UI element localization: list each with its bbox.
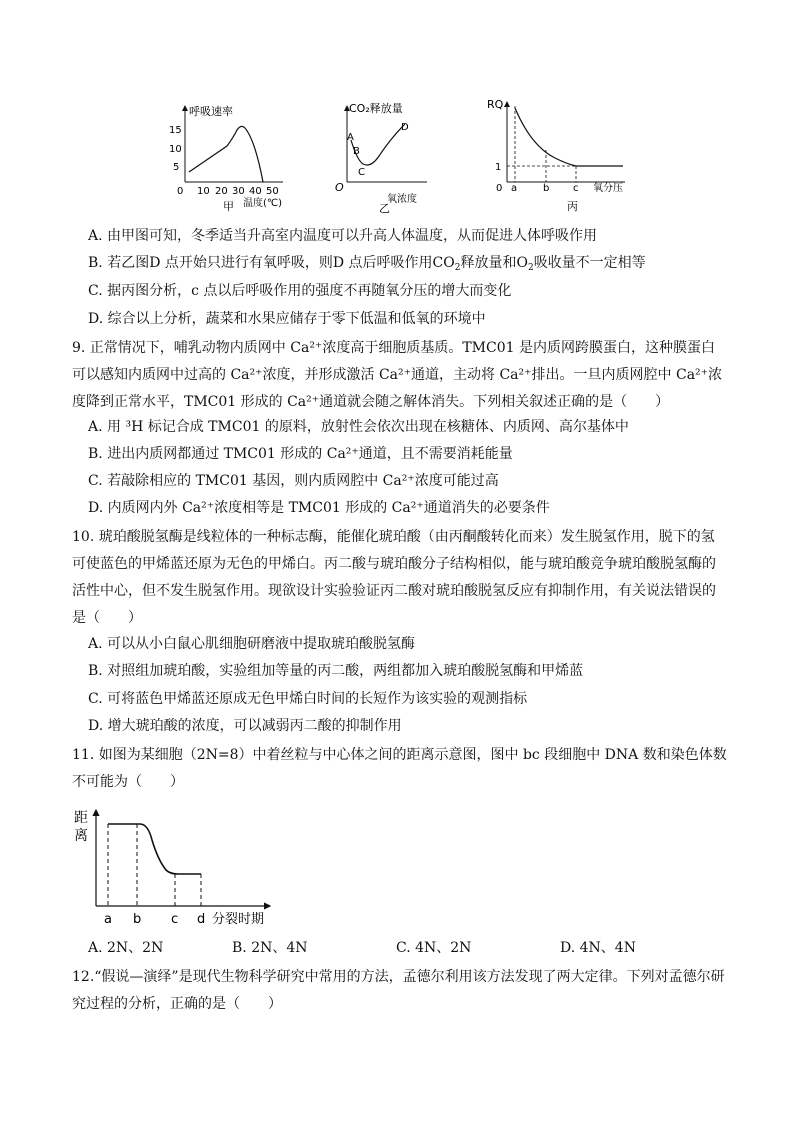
figure-jia [169, 104, 283, 213]
yi-caption: 乙 [379, 202, 390, 215]
jia-xtick-0: 0 [177, 186, 184, 197]
yi-point-D: D [401, 122, 409, 133]
bing-xtick-b: b [543, 183, 550, 194]
q8-option-b-part3: 吸收量不一定相等 [533, 255, 646, 271]
q8-option-c: C. 据丙图分析，c 点以后呼吸作用的强度不再随氧分压的增大而变化 [88, 283, 512, 299]
q11-xtick-a: a [104, 912, 112, 927]
yi-point-C: C [358, 167, 365, 178]
q10-option-c: C. 可将蓝色甲烯蓝还原成无色甲烯白时间的长短作为该实验的观测指标 [88, 691, 528, 707]
jia-xtick-10: 10 [197, 186, 210, 197]
q10-option-a: A. 可以从小白鼠心肌细胞研磨液中提取琥珀酸脱氢酶 [88, 636, 416, 652]
yi-point-B: B [353, 146, 360, 157]
q8-option-a: A. 由甲图可知，冬季适当升高室内温度可以升高人体温度，从而促进人体呼吸作用 [88, 228, 598, 244]
yi-origin: O [335, 181, 344, 194]
q11-xtick-d: d [197, 912, 206, 927]
figure-yi [335, 102, 427, 215]
respiration-figures [165, 98, 635, 218]
q11-ylabel-2: 离 [74, 828, 88, 844]
q10-option-d: D. 增大琥珀酸的浓度，可以减弱丙二酸的抑制作用 [88, 718, 402, 734]
q8-option-b: B. 若乙图D 点开始只进行有氧呼吸，则D 点后呼吸作用$CO_2$释放量和$O_2$吸收量不一定相等 [88, 255, 646, 273]
jia-xlabel: 温度(℃) [243, 198, 283, 209]
jia-ylabel: 呼吸速率 [189, 105, 233, 118]
bing-ytick-1: 1 [495, 162, 502, 173]
q9-option-a: A. 用 ³H 标记合成 TMC01 的原料，放射性会依次出现在核糖体、内质网、高尔基体中 [88, 419, 629, 435]
yi-xlabel: 氧浓度 [387, 194, 417, 205]
q11-distance-chart [70, 806, 280, 930]
jia-xtick-30: 30 [232, 186, 245, 197]
q11-xtick-b: b [133, 912, 142, 927]
jia-ytick-15: 15 [169, 125, 182, 136]
bing-caption: 丙 [567, 200, 578, 213]
jia-xtick-40: 40 [249, 186, 262, 197]
yi-ylabel: CO₂释放量 [349, 102, 403, 115]
q8-option-b-part2: 释放量和O [460, 255, 528, 271]
jia-xtick-20: 20 [215, 186, 228, 197]
q9-option-d: D. 内质网内外 Ca²⁺浓度相等是 TMC01 形成的 Ca²⁺通道消失的必要条件 [88, 500, 550, 516]
q11-option-b: B. 2N、4N [232, 940, 308, 956]
q11-option-a: A. 2N、2N [88, 940, 164, 956]
bing-xtick-c: c [573, 183, 579, 194]
yi-point-A: A [347, 132, 354, 143]
q10-option-b: B. 对照组加琥珀酸，实验组加等量的丙二酸，两组都加入琥珀酸脱氢酶和甲烯蓝 [88, 663, 584, 679]
q12-stem: 12.“假说—演绎”是现代生物科学研究中常用的方法，孟德尔利用该方法发现了两大定律。下列对孟德尔研究过程的分析，正确的是（ ） [72, 969, 725, 1012]
q11-option-d: D. 4N、4N [560, 940, 636, 956]
jia-ytick-10: 10 [169, 144, 182, 155]
q8-option-d: D. 综合以上分析，蔬菜和水果应储存于零下低温和低氧的环境中 [88, 311, 486, 327]
bing-ylabel: RQ [487, 98, 504, 111]
jia-ytick-5: 5 [173, 162, 180, 173]
bing-origin: 0 [496, 183, 503, 194]
q9-stem: 9. 正常情况下，哺乳动物内质网中 Ca²⁺浓度高于细胞质基质。TMC01 是内质网跨膜蛋白，这种膜蛋白可以感知内质网中过高的 Ca²⁺浓度，并形成激活 Ca²⁺通道，主动将 Ca²⁺排出。一旦内质网腔中 Ca²⁺浓度降到正常水平，TMC01 形成的 Ca²⁺通道就会随之解体消失。下列相关叙述正确的是（ ） [72, 340, 723, 410]
q11-xlabel: 分裂时期 [212, 912, 265, 927]
q10-stem: 10. 琥珀酸脱氢酶是线粒体的一种标志酶，能催化琥珀酸（由丙酮酸转化而来）发生脱氢作用，脱下的氢可使蓝色的甲烯蓝还原为无色的甲烯白。丙二酸与琥珀酸分子结构相似，能与琥珀酸竞争琥珀酸脱氢酶的活性中心，但不发生脱氢作用。现欲设计实验验证丙二酸对琥珀酸脱氢反应有抑制作用，有关说法错误的是（ ） [72, 529, 716, 626]
q9-option-c: C. 若敲除相应的 TMC01 基因，则内质网腔中 Ca²⁺浓度可能过高 [88, 473, 499, 489]
q11-xtick-c: c [171, 912, 179, 927]
q11-stem: 11. 如图为某细胞（2N=8）中着丝粒与中心体之间的距离示意图，图中 bc 段细胞中 DNA 数和染色体数不可能为（ ） [72, 747, 727, 790]
q9-option-b: B. 进出内质网都通过 TMC01 形成的 Ca²⁺通道，且不需要消耗能量 [88, 446, 513, 462]
figure-bing [487, 98, 625, 213]
jia-caption: 甲 [223, 200, 234, 213]
bing-xlabel: 氧分压 [593, 183, 623, 194]
bing-xtick-a: a [511, 183, 518, 194]
jia-xtick-50: 50 [266, 186, 279, 197]
q11-option-c: C. 4N、2N [396, 940, 472, 956]
q11-ylabel-1: 距 [74, 810, 88, 826]
q8-option-b-part1: B. 若乙图D 点开始只进行有氧呼吸，则D 点后呼吸作用CO [88, 255, 455, 271]
